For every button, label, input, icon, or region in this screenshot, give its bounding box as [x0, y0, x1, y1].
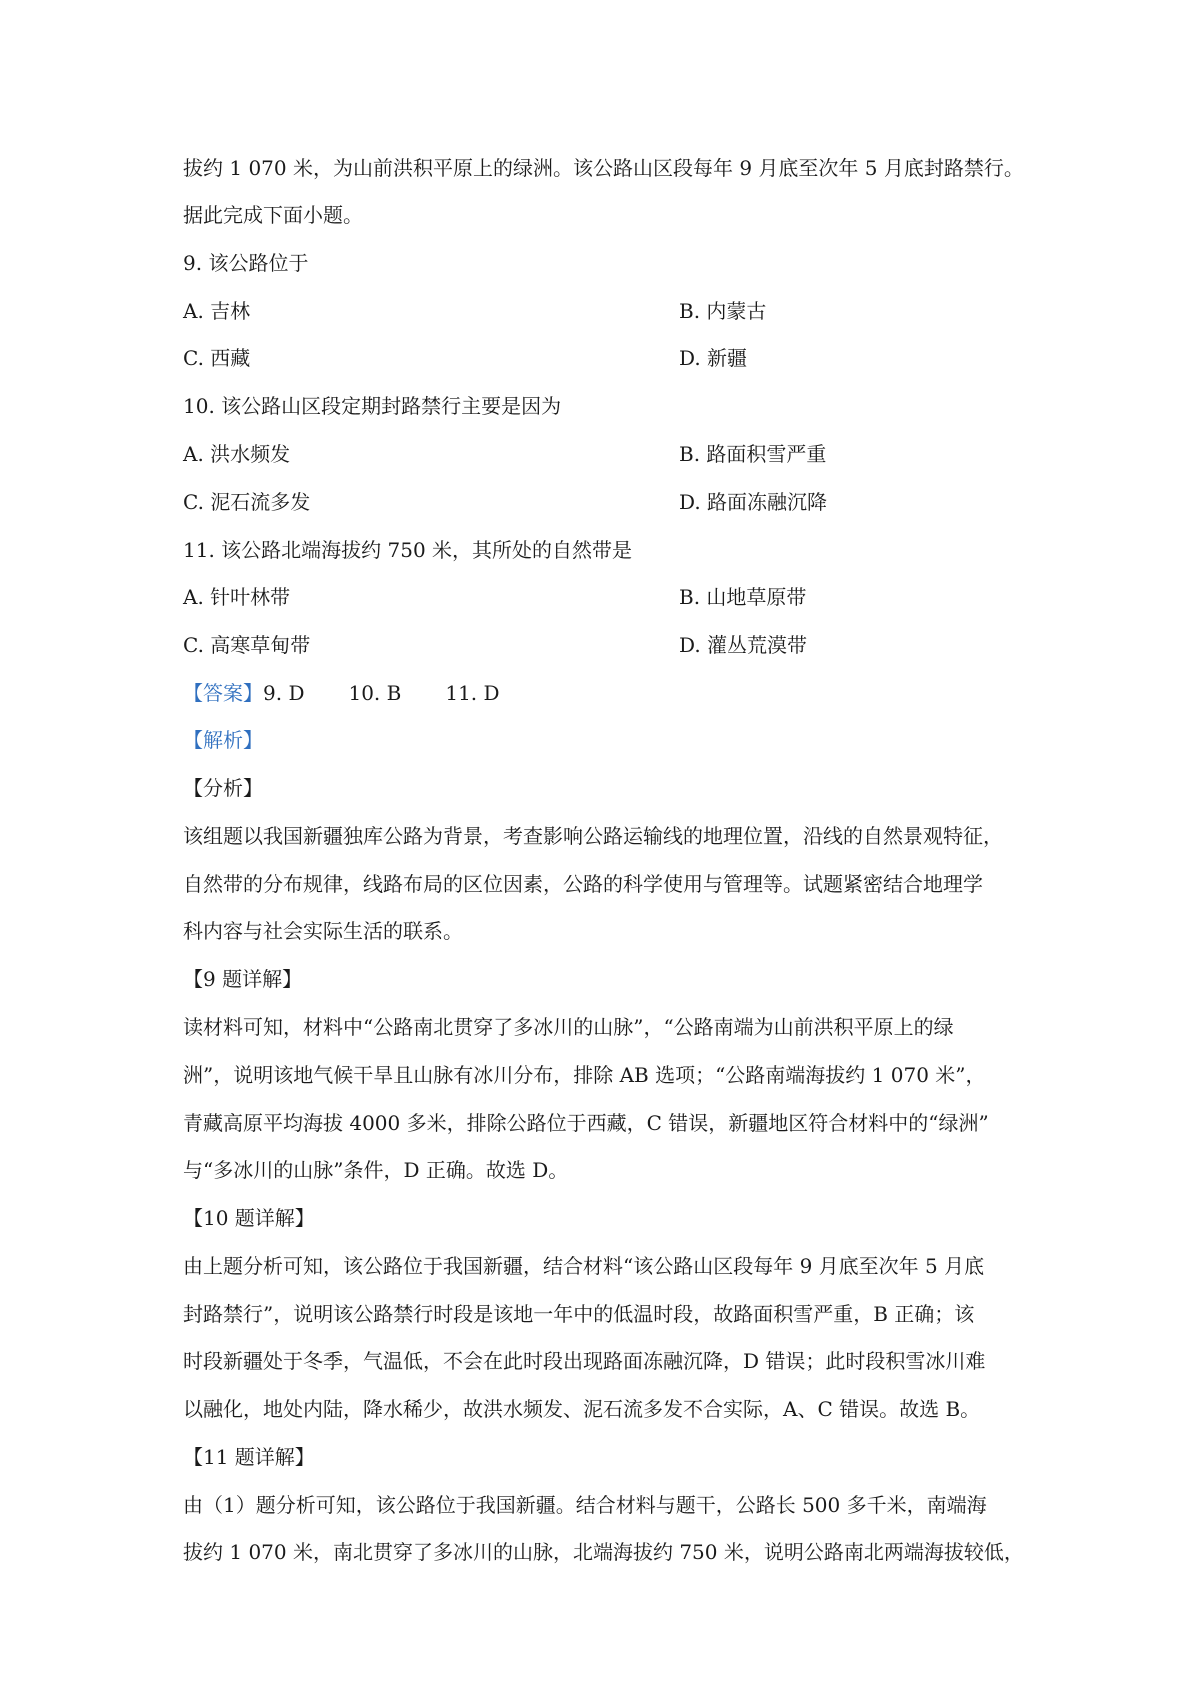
- detail-9-line-2: 洲”，说明该地气候干旱且山脉有冰川分布，排除 AB 选项；“公路南端海拔约 1 070 米”，: [183, 1063, 986, 1087]
- detail-9-line-3: 青藏高原平均海拔 4000 多米，排除公路位于西藏，C 错误，新疆地区符合材料中的“绿洲”: [183, 1111, 989, 1135]
- question-11-stem: 11. 该公路北端海拔约 750 米，其所处的自然带是: [183, 538, 633, 562]
- question-9-option-a: A. 吉林: [183, 299, 251, 323]
- detail-10-line-3: 时段新疆处于冬季，气温低，不会在此时段出现路面冻融沉降，D 错误；此时段积雪冰川难: [183, 1349, 986, 1373]
- question-11-option-b: B. 山地草原带: [679, 585, 807, 609]
- detail-10-line-4: 以融化，地处内陆，降水稀少，故洪水频发、泥石流多发不合实际，A、C 错误。故选 B。: [183, 1397, 981, 1421]
- question-10-option-b: B. 路面积雪严重: [679, 442, 827, 466]
- detail-9-heading: 【9 题详解】: [183, 967, 303, 991]
- detail-10-line-1: 由上题分析可知，该公路位于我国新疆，结合材料“该公路山区段每年 9 月底至次年 5 月底: [183, 1254, 985, 1278]
- question-11-option-c: C. 高寒草甸带: [183, 633, 311, 657]
- question-9-option-b: B. 内蒙古: [679, 299, 767, 323]
- question-11-option-a: A. 针叶林带: [183, 585, 291, 609]
- fenxi-line-1: 该组题以我国新疆独库公路为背景，考查影响公路运输线的地理位置，沿线的自然景观特征，: [183, 824, 1003, 848]
- detail-11-line-1: 由（1）题分析可知，该公路位于我国新疆。结合材料与题干，公路长 500 多千米，南端海: [183, 1493, 987, 1517]
- detail-11-line-2: 拔约 1 070 米，南北贯穿了多冰川的山脉，北端海拔约 750 米，说明公路南北两端海拔较低，: [183, 1540, 1024, 1564]
- question-10-stem: 10. 该公路山区段定期封路禁行主要是因为: [183, 394, 562, 418]
- question-9-option-d: D. 新疆: [679, 346, 748, 370]
- answer-9: 9. D: [263, 681, 305, 705]
- fenxi-heading: 【分析】: [183, 776, 263, 800]
- question-9-option-c: C. 西藏: [183, 346, 251, 370]
- detail-11-heading: 【11 题详解】: [183, 1445, 315, 1469]
- question-10-option-a: A. 洪水频发: [183, 442, 291, 466]
- detail-10-line-2: 封路禁行”，说明该公路禁行时段是该地一年中的低温时段，故路面积雪严重，B 正确；该: [183, 1302, 975, 1326]
- question-10-option-d: D. 路面冻融沉降: [679, 490, 828, 514]
- question-11-option-d: D. 灌丛荒漠带: [679, 633, 808, 657]
- fenxi-line-2: 自然带的分布规律，线路布局的区位因素，公路的科学使用与管理等。试题紧密结合地理学: [183, 872, 983, 896]
- answer-line: [183, 678, 1028, 708]
- detail-9-line-1: 读材料可知，材料中“公路南北贯穿了多冰川的山脉”，“公路南端为山前洪积平原上的绿: [183, 1015, 954, 1039]
- question-9-stem: 9. 该公路位于: [183, 251, 309, 275]
- intro-line-1: 拔约 1 070 米，为山前洪积平原上的绿洲。该公路山区段每年 9 月底至次年 5 月底封路禁行。: [183, 156, 1024, 180]
- analysis-tag: 【解析】: [183, 728, 263, 752]
- answer-10: 10. B: [348, 681, 402, 705]
- question-10-option-c: C. 泥石流多发: [183, 490, 311, 514]
- detail-9-line-4: 与“多冰川的山脉”条件，D 正确。故选 D。: [183, 1158, 569, 1182]
- answer-tag: 【答案】: [183, 681, 263, 705]
- fenxi-line-3: 科内容与社会实际生活的联系。: [183, 919, 463, 943]
- intro-line-2: 据此完成下面小题。: [183, 203, 363, 227]
- answer-11: 11. D: [445, 681, 500, 705]
- detail-10-heading: 【10 题详解】: [183, 1206, 315, 1230]
